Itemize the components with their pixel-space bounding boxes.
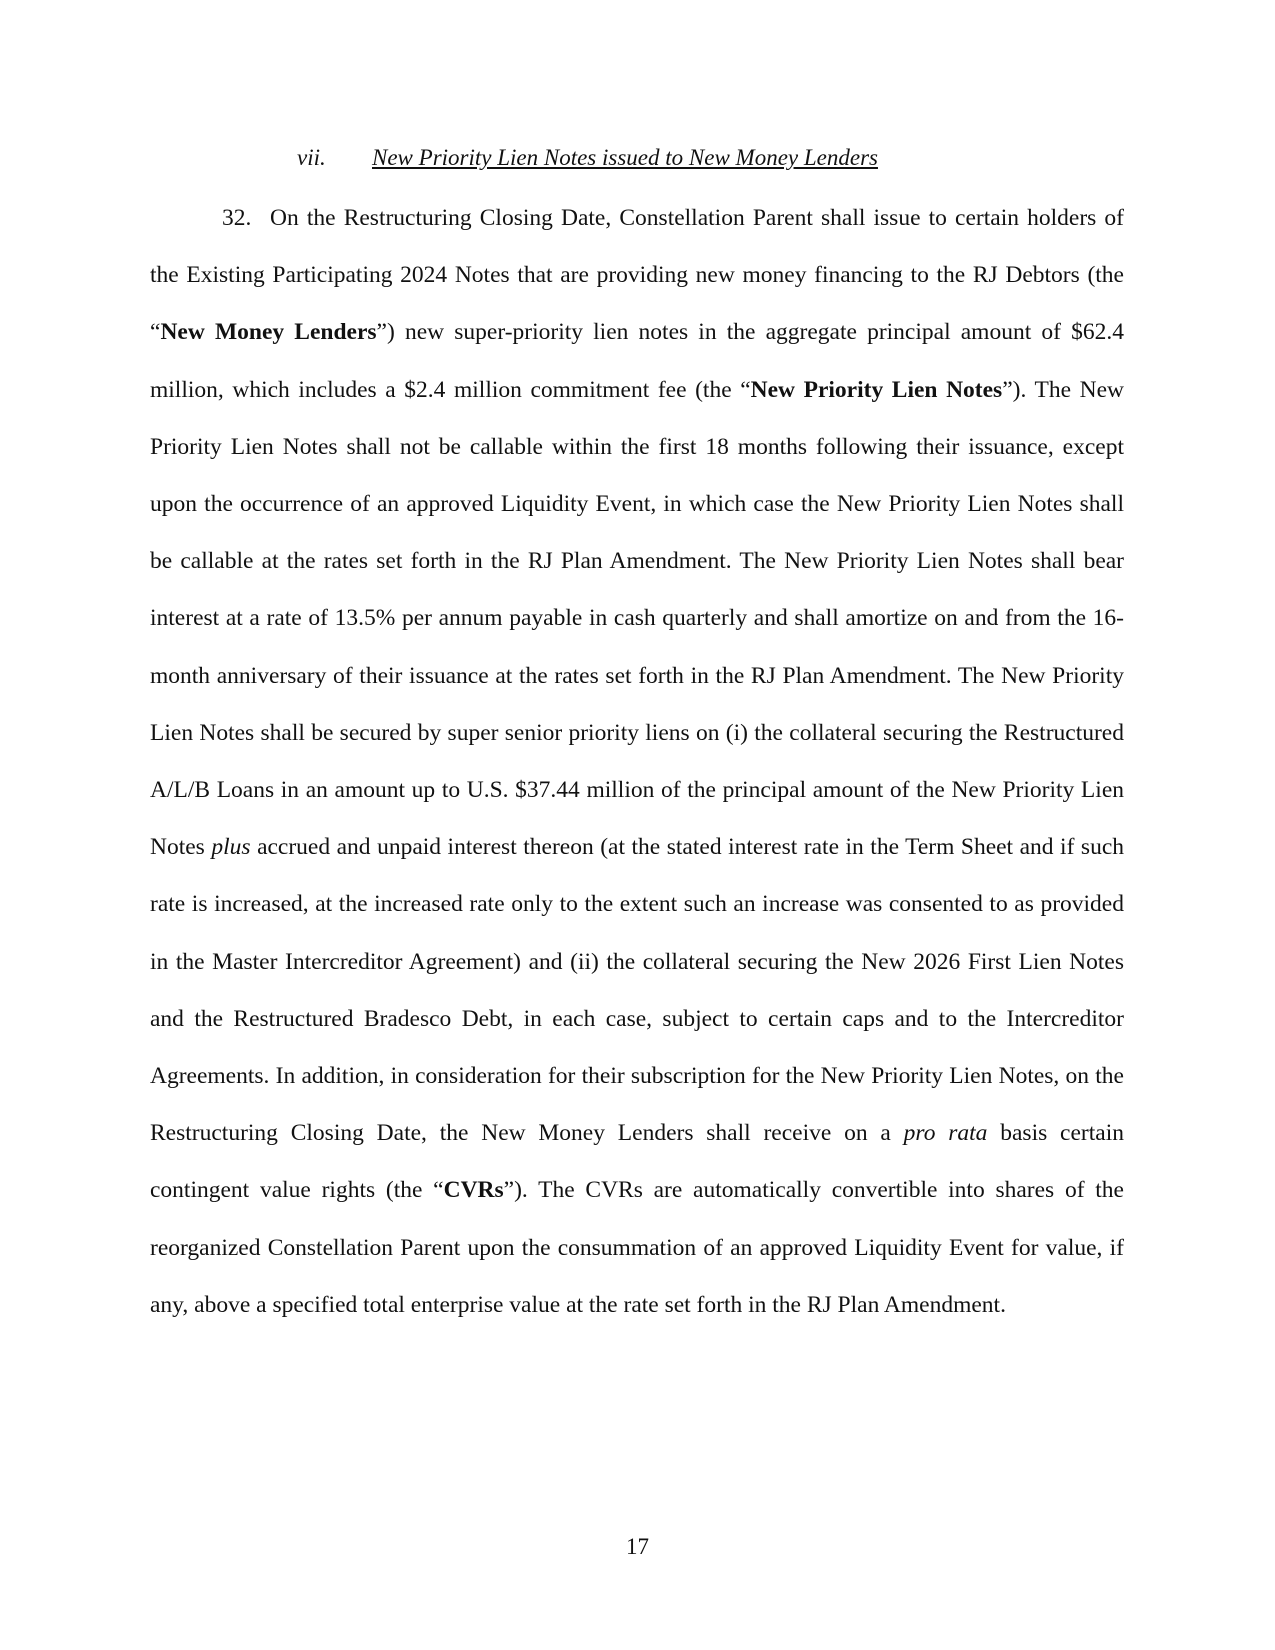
- paragraph-seg: basis certain contingent value rights (the “: [150, 1120, 1124, 1204]
- paragraph-seg: On the Restructuring Closing Date, Constellation Parent shall issue to certain holders of the Existing Participating 2024 Notes that are providing new money financing to the RJ Debtors (the “: [150, 205, 1124, 346]
- defined-term: New Priority Lien Notes: [750, 376, 1003, 403]
- paragraph-number: 32.: [222, 205, 252, 231]
- paragraph-seg: accrued and unpaid interest thereon (at the stated interest rate in the Term Sheet and if such rate is increased, at the increased rate only to the extent such an increase was consented to as provided in the Master Intercreditor Agreement) and (ii) the collateral securing the New 2026 First Lien Notes and the Restructured Bradesco Debt, in each case, subject to certain caps and to the Intercreditor Agreements. In addition, in consideration for their subscription for the New Priority Lien Notes, on the Restructuring Closing Date, the New Money Lenders shall receive on a: [150, 834, 1125, 1147]
- defined-term: New Money Lenders: [160, 319, 377, 346]
- section-number: vii.: [297, 145, 326, 170]
- emphasis: plus: [211, 834, 251, 861]
- defined-term: CVRs: [443, 1177, 504, 1204]
- paragraph-seg: ”) new super-priority lien notes in the aggregate principal amount of $62.4 million, which includes a $2.4 million commitment fee (the “: [150, 319, 1124, 403]
- paragraph-32: [150, 190, 1124, 1334]
- paragraph-seg: ”). The CVRs are automatically convertible into shares of the reorganized Constellation Parent upon the consummation of an approved Liquidity Event for value, if any, above a specified total enterprise value at the rate set forth in the RJ Plan Amendment.: [150, 1177, 1124, 1318]
- section-title: New Priority Lien Notes issued to New Money Lenders: [372, 145, 878, 170]
- emphasis: pro rata: [903, 1120, 988, 1147]
- section-heading: [297, 145, 878, 171]
- page-number: 17: [626, 1534, 649, 1559]
- paragraph-seg: ”). The New Priority Lien Notes shall not be callable within the first 18 months following their issuance, except upon the occurrence of an approved Liquidity Event, in which case the New Priority Lien Notes shall be callable at the rates set forth in the RJ Plan Amendment. The New Priority Lien Notes shall bear interest at a rate of 13.5% per annum payable in cash quarterly and shall amortize on and from the 16-month anniversary of their issuance at the rates set forth in the RJ Plan Amendment. The New Priority Lien Notes shall be secured by super senior priority liens on (i) the collateral securing the Restructured A/L/B Loans in an amount up to U.S. $37.44 million of the principal amount of the New Priority Lien Notes: [150, 376, 1124, 861]
